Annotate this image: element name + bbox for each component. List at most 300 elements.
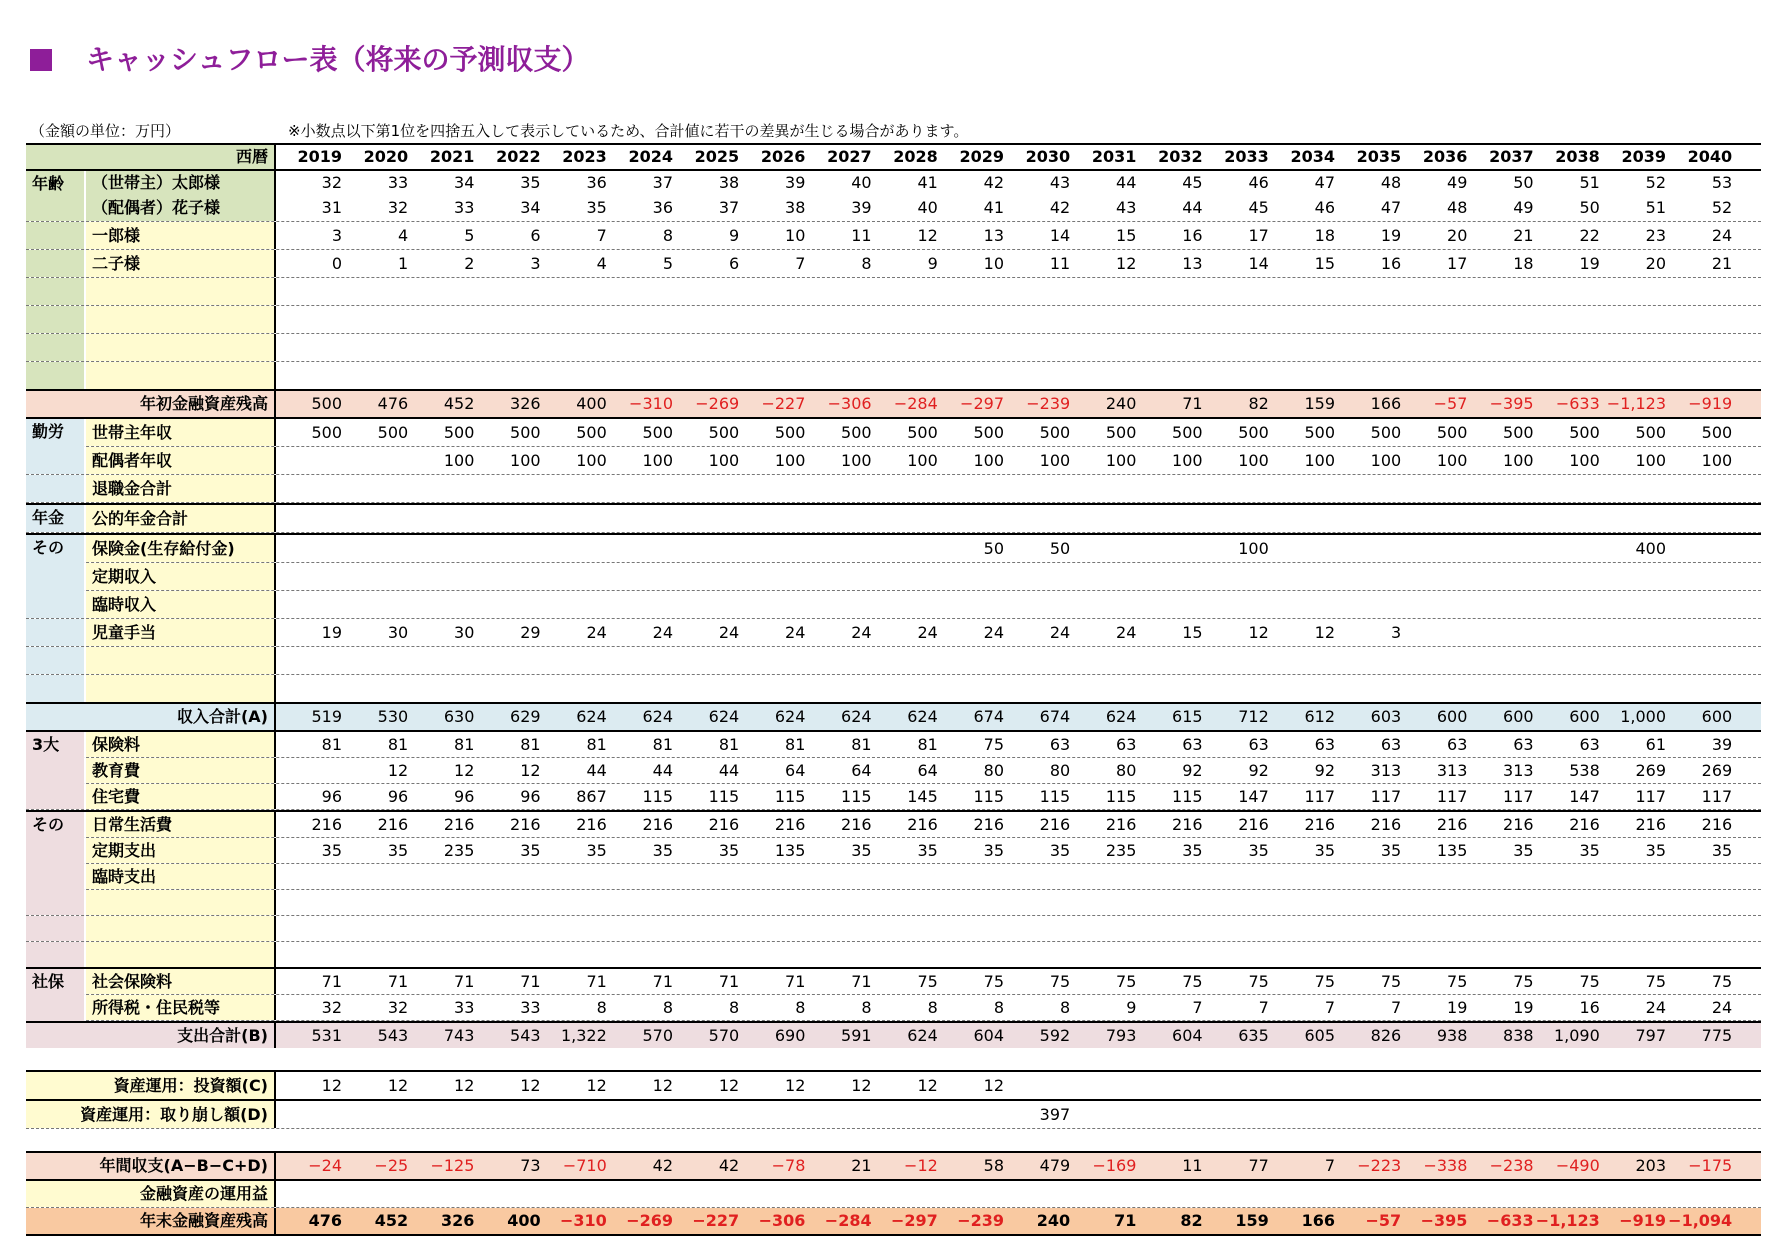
value-cell: 12 bbox=[520, 1076, 541, 1095]
value-cell: 100 bbox=[841, 451, 872, 470]
value-cell: 35 bbox=[851, 841, 872, 860]
value-cell: 42 bbox=[983, 173, 1004, 192]
year-cell: 2022 bbox=[496, 147, 541, 166]
value-cell: 96 bbox=[520, 787, 541, 806]
column-divider bbox=[274, 647, 276, 674]
value-cell: 8 bbox=[662, 998, 673, 1017]
value-cell: 19 bbox=[1447, 998, 1468, 1017]
value-cell: −395 bbox=[1420, 1211, 1468, 1230]
value-cell: 39 bbox=[1711, 735, 1733, 754]
year-cell: 2029 bbox=[959, 147, 1004, 166]
value-cell: 80 bbox=[1049, 761, 1071, 780]
value-cell: −310 bbox=[629, 394, 673, 413]
value-cell: 313 bbox=[1436, 761, 1468, 780]
value-cell: 100 bbox=[1304, 451, 1335, 470]
value-cell: 35 bbox=[1248, 841, 1269, 860]
column-divider bbox=[274, 505, 276, 532]
value-cell: 115 bbox=[973, 787, 1004, 806]
section-gap bbox=[26, 1048, 1761, 1070]
value-cell: 500 bbox=[1039, 423, 1071, 442]
value-cell: 71 bbox=[1182, 394, 1203, 413]
value-cell: 16 bbox=[1380, 254, 1402, 273]
value-cell: 2 bbox=[464, 254, 475, 273]
value-cell: 37 bbox=[652, 173, 673, 192]
value-cell: 24 bbox=[1645, 998, 1666, 1017]
value-cell: 235 bbox=[1105, 841, 1137, 860]
row-label: 退職金合計 bbox=[85, 475, 274, 502]
value-cell: 8 bbox=[729, 998, 740, 1017]
value-cell: 500 bbox=[1436, 423, 1468, 442]
value-cell: 35 bbox=[983, 841, 1004, 860]
value-cell: 793 bbox=[1105, 1026, 1137, 1045]
value-cell: 63 bbox=[1447, 735, 1468, 754]
column-divider bbox=[274, 864, 276, 889]
value-cell: 7 bbox=[1324, 998, 1335, 1017]
value-cell: 33 bbox=[520, 998, 541, 1017]
value-cell: 5 bbox=[464, 226, 475, 245]
value-cell: 46 bbox=[1248, 173, 1269, 192]
value-cell: 624 bbox=[907, 1026, 938, 1045]
column-divider bbox=[274, 278, 276, 305]
value-cell: 18 bbox=[1513, 254, 1534, 273]
value-cells bbox=[276, 1181, 1761, 1207]
row-label bbox=[85, 647, 274, 674]
value-cell: 603 bbox=[1370, 707, 1402, 726]
value-cell: 12 bbox=[1116, 254, 1137, 273]
value-cell: 75 bbox=[1248, 972, 1269, 991]
value-cell: 216 bbox=[1105, 815, 1137, 834]
value-cell: 50 bbox=[1579, 198, 1600, 217]
value-cell: 35 bbox=[586, 841, 607, 860]
value-cell: 615 bbox=[1172, 707, 1203, 726]
value-cell: 500 bbox=[311, 423, 342, 442]
value-cell: 500 bbox=[1172, 423, 1203, 442]
value-cell: 216 bbox=[377, 815, 409, 834]
value-cell: 100 bbox=[1105, 451, 1137, 470]
value-cell: 44 bbox=[718, 761, 740, 780]
value-cell: 41 bbox=[917, 173, 938, 192]
table-row bbox=[26, 563, 1761, 591]
column-divider bbox=[274, 942, 276, 967]
value-cell: 35 bbox=[1645, 841, 1666, 860]
unit-note: （金額の単位：万円） bbox=[30, 122, 181, 140]
value-cell: 71 bbox=[321, 972, 342, 991]
value-cell: 538 bbox=[1569, 761, 1600, 780]
value-cell: 12 bbox=[851, 1076, 872, 1095]
value-cell: 32 bbox=[321, 998, 342, 1017]
value-cell: 543 bbox=[510, 1026, 541, 1045]
value-cell: 42 bbox=[1049, 198, 1071, 217]
value-cell: −490 bbox=[1555, 1156, 1600, 1175]
table-row bbox=[26, 864, 1761, 890]
value-cell: 452 bbox=[443, 394, 475, 413]
value-cell: 48 bbox=[1447, 198, 1468, 217]
value-cell: 216 bbox=[1701, 815, 1733, 834]
value-cell: 14 bbox=[1049, 226, 1071, 245]
category-cell bbox=[26, 563, 84, 590]
table-row bbox=[26, 278, 1761, 306]
value-cell: 75 bbox=[983, 735, 1004, 754]
value-cell: 159 bbox=[1235, 1211, 1269, 1230]
column-divider bbox=[274, 838, 276, 863]
value-cell: 500 bbox=[576, 423, 607, 442]
value-cells bbox=[276, 505, 1761, 532]
value-cell: 71 bbox=[1114, 1211, 1137, 1230]
value-cell: 35 bbox=[652, 841, 673, 860]
value-cell: −338 bbox=[1423, 1156, 1468, 1175]
value-cell: −238 bbox=[1489, 1156, 1534, 1175]
value-cells bbox=[276, 306, 1761, 333]
value-cell: −239 bbox=[1026, 394, 1071, 413]
value-cell: 64 bbox=[851, 761, 872, 780]
row-label: 所得税・住民税等 bbox=[85, 995, 274, 1020]
value-cell: 216 bbox=[443, 815, 475, 834]
value-cell: 100 bbox=[1635, 451, 1666, 470]
value-cell: 9 bbox=[729, 226, 740, 245]
table-row bbox=[26, 195, 1761, 222]
value-cell: 269 bbox=[1635, 761, 1666, 780]
value-cell: 775 bbox=[1701, 1026, 1733, 1045]
value-cell: 867 bbox=[576, 787, 607, 806]
value-cell: −284 bbox=[893, 394, 938, 413]
value-cell: 12 bbox=[520, 761, 541, 780]
row-label: 教育費 bbox=[85, 758, 274, 783]
value-cell: −919 bbox=[1688, 394, 1733, 413]
category-cell: 3大 bbox=[26, 732, 84, 784]
value-cell: 71 bbox=[520, 972, 541, 991]
value-cell: 19 bbox=[1380, 226, 1402, 245]
value-cell: 38 bbox=[718, 173, 740, 192]
value-cell: 15 bbox=[1314, 254, 1335, 273]
value-cell: 3 bbox=[530, 254, 541, 273]
value-cell: 117 bbox=[1503, 787, 1534, 806]
value-cells bbox=[276, 647, 1761, 674]
value-cell: 24 bbox=[851, 623, 872, 642]
value-cell: 604 bbox=[1172, 1026, 1203, 1045]
value-cell: 35 bbox=[520, 173, 541, 192]
value-cells bbox=[276, 838, 1761, 863]
value-cell: 216 bbox=[1436, 815, 1468, 834]
value-cell: 19 bbox=[1579, 254, 1600, 273]
value-cell: 81 bbox=[917, 735, 938, 754]
column-divider bbox=[274, 535, 276, 562]
column-divider bbox=[274, 195, 276, 221]
value-cell: 7 bbox=[1391, 998, 1402, 1017]
value-cell: 500 bbox=[907, 423, 938, 442]
value-cell: 216 bbox=[1039, 815, 1071, 834]
value-cell: 624 bbox=[708, 707, 740, 726]
value-cell: 115 bbox=[841, 787, 872, 806]
table-row bbox=[26, 1021, 1761, 1048]
value-cell: 14 bbox=[1248, 254, 1269, 273]
value-cell: 15 bbox=[1182, 623, 1203, 642]
value-cell: 240 bbox=[1105, 394, 1137, 413]
row-label bbox=[85, 916, 274, 941]
year-cell: 2027 bbox=[827, 147, 872, 166]
table-row bbox=[26, 702, 1761, 730]
value-cell: 135 bbox=[774, 841, 806, 860]
value-cell: 674 bbox=[973, 707, 1004, 726]
value-cell: 80 bbox=[1116, 761, 1137, 780]
value-cell: 40 bbox=[851, 173, 872, 192]
value-cell: 743 bbox=[443, 1026, 475, 1045]
value-cell: 570 bbox=[708, 1026, 740, 1045]
value-cell: 63 bbox=[1380, 735, 1402, 754]
row-label: 定期収入 bbox=[85, 563, 274, 590]
value-cell: 81 bbox=[454, 735, 475, 754]
value-cell: 96 bbox=[321, 787, 342, 806]
value-cell: 61 bbox=[1645, 735, 1666, 754]
value-cell: 100 bbox=[576, 451, 607, 470]
value-cell: 22 bbox=[1579, 226, 1600, 245]
row-label bbox=[85, 890, 274, 915]
value-cell: 32 bbox=[387, 998, 409, 1017]
value-cells bbox=[276, 278, 1761, 305]
value-cell: 8 bbox=[596, 998, 607, 1017]
value-cells bbox=[276, 704, 1761, 730]
row-label: 資産運用：投資額(C) bbox=[26, 1072, 274, 1099]
value-cell: 9 bbox=[927, 254, 938, 273]
value-cell: 135 bbox=[1436, 841, 1468, 860]
category-cell bbox=[26, 942, 84, 967]
value-cells bbox=[276, 1153, 1761, 1179]
category-cell: その bbox=[26, 535, 84, 613]
value-cell: 71 bbox=[718, 972, 740, 991]
value-cell: −12 bbox=[904, 1156, 938, 1175]
value-cell: −125 bbox=[430, 1156, 475, 1175]
table-row bbox=[26, 171, 1761, 195]
value-cell: 100 bbox=[1436, 451, 1468, 470]
value-cell: 24 bbox=[718, 623, 740, 642]
value-cell: 47 bbox=[1380, 198, 1402, 217]
value-cell: 33 bbox=[387, 173, 409, 192]
value-cell: 12 bbox=[321, 1076, 342, 1095]
value-cells bbox=[276, 864, 1761, 889]
value-cell: 117 bbox=[1304, 787, 1335, 806]
value-cell: 75 bbox=[983, 972, 1004, 991]
column-divider bbox=[274, 758, 276, 783]
column-divider bbox=[274, 362, 276, 389]
value-cell: 63 bbox=[1116, 735, 1137, 754]
value-cell: −633 bbox=[1555, 394, 1600, 413]
value-cell: 20 bbox=[1447, 226, 1468, 245]
value-cell: 12 bbox=[387, 761, 409, 780]
value-cell: 12 bbox=[917, 1076, 938, 1095]
value-cell: 37 bbox=[718, 198, 740, 217]
value-cell: 63 bbox=[1314, 735, 1335, 754]
table-row bbox=[26, 250, 1761, 278]
value-cells bbox=[276, 916, 1761, 941]
value-cell: −1,123 bbox=[1535, 1211, 1600, 1230]
value-cell: 7 bbox=[1192, 998, 1203, 1017]
value-cell: 519 bbox=[311, 707, 342, 726]
value-cell: 500 bbox=[1569, 423, 1600, 442]
value-cell: 635 bbox=[1238, 1026, 1269, 1045]
value-cell: 77 bbox=[1248, 1156, 1269, 1175]
value-cell: 624 bbox=[841, 707, 872, 726]
value-cell: 71 bbox=[652, 972, 673, 991]
value-cells bbox=[276, 447, 1761, 474]
value-cell: 64 bbox=[917, 761, 938, 780]
value-cell: 50 bbox=[983, 539, 1004, 558]
table-row bbox=[26, 389, 1761, 417]
value-cell: 500 bbox=[1503, 423, 1534, 442]
value-cell: 8 bbox=[993, 998, 1004, 1017]
column-divider bbox=[274, 969, 276, 994]
value-cell: 216 bbox=[311, 815, 342, 834]
row-label bbox=[85, 306, 274, 333]
value-cell: 43 bbox=[1116, 198, 1137, 217]
value-cell: 81 bbox=[652, 735, 673, 754]
value-cell: 13 bbox=[1182, 254, 1203, 273]
value-cell: 100 bbox=[907, 451, 938, 470]
value-cell: 33 bbox=[454, 998, 475, 1017]
value-cell: 612 bbox=[1304, 707, 1335, 726]
value-cell: 826 bbox=[1370, 1026, 1402, 1045]
value-cell: −57 bbox=[1365, 1211, 1402, 1230]
header-label: 西暦 bbox=[26, 145, 274, 169]
column-divider bbox=[274, 250, 276, 277]
value-cell: 24 bbox=[785, 623, 806, 642]
value-cell: 8 bbox=[795, 998, 806, 1017]
value-cell: 10 bbox=[983, 254, 1004, 273]
row-label: （配偶者）花子様 bbox=[85, 195, 274, 221]
value-cell: 240 bbox=[1036, 1211, 1071, 1230]
rounding-note: ※小数点以下第1位を四捨五入して表示しているため、合計値に若干の差異が生じる場合があります。 bbox=[288, 122, 969, 140]
value-cell: 7 bbox=[795, 254, 806, 273]
column-divider bbox=[274, 916, 276, 941]
category-cell bbox=[26, 306, 84, 333]
year-cell: 2039 bbox=[1621, 147, 1666, 166]
value-cell: 92 bbox=[1248, 761, 1269, 780]
value-cell: 629 bbox=[510, 707, 541, 726]
value-cell: 52 bbox=[1711, 198, 1733, 217]
category-cell bbox=[26, 619, 84, 646]
value-cell: 605 bbox=[1304, 1026, 1335, 1045]
category-cell: その bbox=[26, 812, 84, 890]
value-cell: 630 bbox=[443, 707, 475, 726]
value-cell: 81 bbox=[586, 735, 607, 754]
year-cell: 2038 bbox=[1555, 147, 1600, 166]
value-cell: 5 bbox=[662, 254, 673, 273]
value-cell: 41 bbox=[983, 198, 1004, 217]
value-cell: 24 bbox=[983, 623, 1004, 642]
value-cells bbox=[276, 475, 1761, 502]
row-label: 年末金融資産残高 bbox=[139, 1211, 268, 1230]
table-row bbox=[26, 503, 1761, 533]
year-cell: 2019 bbox=[297, 147, 342, 166]
value-cell: 624 bbox=[642, 707, 673, 726]
year-cell: 2024 bbox=[628, 147, 673, 166]
value-cell: 147 bbox=[1569, 787, 1600, 806]
column-divider bbox=[274, 419, 276, 446]
value-cell: 11 bbox=[1049, 254, 1071, 273]
table-row bbox=[26, 1208, 1761, 1236]
value-cells bbox=[276, 535, 1761, 562]
value-cell: 81 bbox=[520, 735, 541, 754]
value-cell: 75 bbox=[917, 972, 938, 991]
value-cell: −1,094 bbox=[1668, 1211, 1733, 1230]
value-cell: 24 bbox=[917, 623, 938, 642]
value-cell: 16 bbox=[1182, 226, 1203, 245]
value-cells bbox=[276, 1208, 1761, 1234]
value-cell: 10 bbox=[785, 226, 806, 245]
value-cell: 75 bbox=[1049, 972, 1071, 991]
column-divider bbox=[274, 475, 276, 502]
value-cell: 400 bbox=[507, 1211, 541, 1230]
value-cells bbox=[276, 675, 1761, 702]
value-cell: 71 bbox=[586, 972, 607, 991]
value-cell: 34 bbox=[520, 198, 541, 217]
value-cell: 604 bbox=[973, 1026, 1004, 1045]
year-cell: 2021 bbox=[429, 147, 475, 166]
value-cell: 100 bbox=[1039, 451, 1071, 470]
table-row bbox=[26, 306, 1761, 334]
value-cell: −24 bbox=[308, 1156, 342, 1175]
value-cell: −269 bbox=[626, 1211, 673, 1230]
value-cell: 75 bbox=[1645, 972, 1666, 991]
value-cells bbox=[276, 195, 1761, 221]
value-cell: 624 bbox=[576, 707, 607, 726]
value-cells bbox=[276, 784, 1761, 809]
column-divider bbox=[274, 1072, 276, 1099]
value-cell: 75 bbox=[1314, 972, 1335, 991]
value-cell: 203 bbox=[1635, 1156, 1666, 1175]
value-cell: 24 bbox=[1711, 998, 1733, 1017]
row-label: 二子様 bbox=[85, 250, 274, 277]
value-cell: 115 bbox=[1105, 787, 1137, 806]
value-cell: 92 bbox=[1314, 761, 1335, 780]
value-cell: 4 bbox=[398, 226, 409, 245]
value-cell: 600 bbox=[1701, 707, 1733, 726]
value-cell: 216 bbox=[576, 815, 607, 834]
value-cell: 326 bbox=[440, 1211, 475, 1230]
column-divider bbox=[274, 675, 276, 702]
value-cells bbox=[276, 995, 1761, 1020]
row-label: 収入合計(A) bbox=[176, 707, 268, 726]
value-cell: 36 bbox=[652, 198, 673, 217]
row-label: 金融資産の運用益 bbox=[26, 1181, 274, 1207]
value-cell: 117 bbox=[1701, 787, 1733, 806]
value-cell: 19 bbox=[1513, 998, 1534, 1017]
table-row bbox=[26, 942, 1761, 967]
value-cell: 216 bbox=[1238, 815, 1269, 834]
value-cell: 100 bbox=[774, 451, 806, 470]
value-cell: 624 bbox=[774, 707, 806, 726]
value-cell: 50 bbox=[1513, 173, 1534, 192]
square-bullet-icon bbox=[30, 49, 52, 71]
row-label: 公的年金合計 bbox=[85, 505, 274, 532]
value-cell: 1,090 bbox=[1553, 1026, 1600, 1045]
value-cell: 12 bbox=[586, 1076, 607, 1095]
column-divider bbox=[274, 306, 276, 333]
value-cell: 8 bbox=[927, 998, 938, 1017]
value-cell: 63 bbox=[1513, 735, 1534, 754]
category-cell bbox=[26, 591, 84, 618]
year-cell: 2020 bbox=[363, 147, 409, 166]
value-cell: 216 bbox=[1635, 815, 1666, 834]
value-cell: 115 bbox=[708, 787, 740, 806]
value-cell: −227 bbox=[761, 394, 806, 413]
value-cell: 624 bbox=[1105, 707, 1137, 726]
value-cell: −1,123 bbox=[1606, 394, 1666, 413]
value-cells bbox=[276, 1101, 1761, 1128]
value-cell: 18 bbox=[1314, 226, 1335, 245]
value-cell: 3 bbox=[1391, 623, 1402, 642]
value-cell: 24 bbox=[1711, 226, 1733, 245]
value-cell: 71 bbox=[454, 972, 475, 991]
value-cell: 600 bbox=[1503, 707, 1534, 726]
